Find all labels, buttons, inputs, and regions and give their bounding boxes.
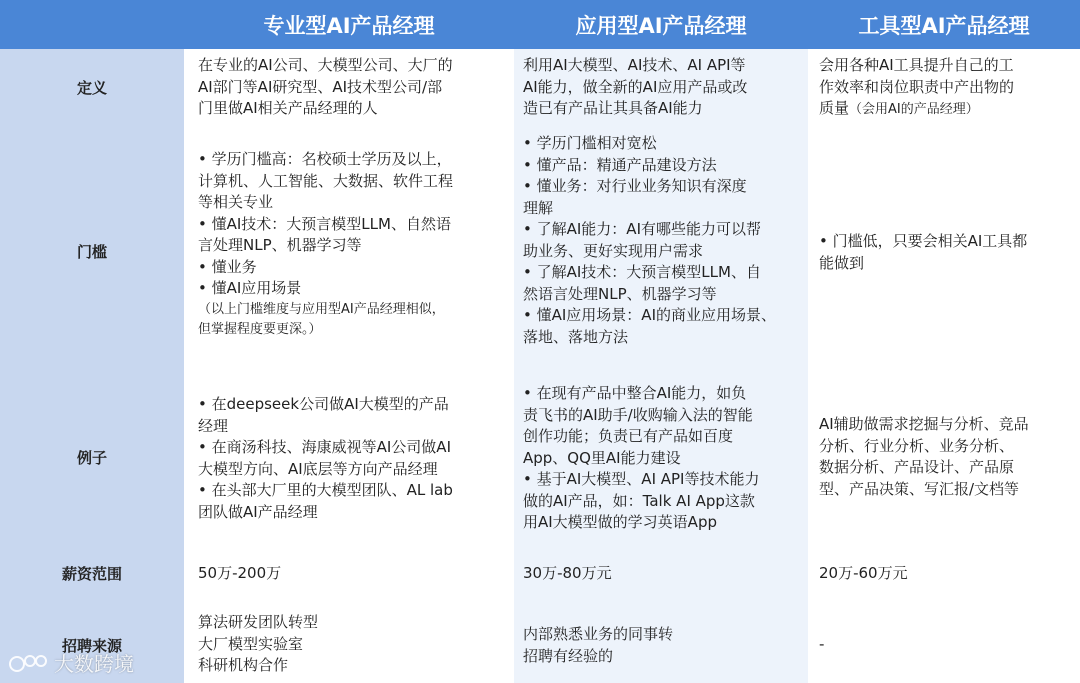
watermark	[8, 648, 134, 677]
text-line: 科研机构合作	[198, 656, 289, 674]
text-line: 理解	[523, 198, 554, 217]
text-line: • 在deepseek公司做AI大模型的产品	[198, 395, 449, 413]
note-line: （以上门槛维度与应用型AI产品经理相似，	[198, 301, 445, 317]
text-line: • 学历门槛相对宽松	[523, 134, 657, 152]
text-line: • 在商汤科技、海康威视等AI公司做AI	[198, 438, 451, 456]
text-line: 作效率和岗位职责中产出物的	[819, 77, 1015, 96]
watermark-text: 大数跨境	[54, 652, 134, 676]
text-line: • 在头部大厂里的大模型团队、AL lab	[198, 481, 453, 499]
definition-professional	[184, 55, 514, 120]
row-label-threshold: 门槛	[76, 242, 107, 261]
text-line: 助业务、更好实现用户需求	[523, 241, 704, 260]
text-line: • 懂AI应用场景：AI的商业应用场景、	[523, 306, 776, 324]
text-note: （会用AI的产品经理）	[849, 102, 979, 117]
salary-applied	[514, 563, 808, 585]
text-line: 落地、落地方法	[523, 327, 629, 346]
text-line: • 学历门槛高：名校硕士学历及以上，	[198, 150, 452, 168]
text-main: 质量	[819, 99, 850, 117]
text-line: 言处理NLP、机器学习等	[198, 236, 362, 254]
col-professional-bg	[184, 49, 514, 683]
text-line: 能做到	[819, 253, 865, 272]
text-line: 利用AI大模型、AI技术、AI API等	[523, 56, 746, 74]
text-line: 造已有产品让其具备AI能力	[523, 99, 703, 117]
recruit-tool	[808, 634, 1080, 656]
note-line: 但掌握程度要更深。）	[198, 321, 322, 337]
text-line: 20万-60万元	[819, 564, 908, 582]
text-line: 会用各种AI工具提升自己的工	[819, 56, 1014, 74]
text-line: -	[819, 635, 825, 653]
text-line: 大模型方向、AI底层等方向产品经理	[198, 459, 438, 478]
row-label-example: 例子	[76, 448, 107, 467]
threshold-professional	[184, 149, 514, 340]
header-tool: 工具型AI产品经理	[808, 0, 1080, 49]
threshold-tool	[808, 231, 1080, 274]
text-line: 做的AI产品，如：Talk AI App这款	[523, 491, 755, 510]
text-line: 算法研发团队转型	[198, 613, 319, 631]
header-professional: 专业型AI产品经理	[184, 0, 514, 49]
definition-applied	[514, 55, 808, 120]
col-tool-bg	[808, 49, 1080, 683]
text-line: 然语言处理NLP、机器学习等	[523, 284, 717, 303]
text-line: 用AI大模型做的学习英语App	[523, 513, 717, 531]
text-line: • 了解AI技术：大预言模型LLM、自	[523, 263, 761, 281]
text-line: AI部门等AI研究型、AI技术型公司/部	[198, 77, 443, 96]
salary-tool	[808, 563, 1080, 585]
text-line: • 了解AI能力：AI有哪些能力可以帮	[523, 220, 761, 238]
text-line: 大厂模型实验室	[198, 634, 304, 653]
text-line: 团队做AI产品经理	[198, 502, 318, 521]
text-line: 等相关专业	[198, 193, 274, 211]
definition-tool	[808, 55, 1080, 120]
threshold-applied	[514, 133, 808, 348]
example-tool	[808, 414, 1080, 500]
text-line: • 基于AI大模型、AI API等技术能力	[523, 470, 760, 488]
text-line: • 在现有产品中整合AI能力，如负	[523, 384, 747, 402]
example-applied	[514, 383, 808, 534]
row-label-salary: 薪资范围	[61, 564, 122, 583]
text-line: App、QQ里AI能力建设	[523, 448, 681, 467]
text-line: AI能力，做全新的AI应用产品或改	[523, 77, 748, 96]
watermark-logo-icon	[8, 651, 48, 675]
text-line: • 懂AI技术：大预言模型LLM、自然语	[198, 214, 451, 233]
text-line: 招聘有经验的	[523, 646, 614, 665]
text-line: 门里做AI相关产品经理的人	[198, 99, 378, 117]
text-line: 分析、行业分析、业务分析、	[819, 436, 1015, 455]
text-line: • 门槛低，只要会相关AI工具都	[819, 232, 1028, 250]
text-line: • 懂产品：精通产品建设方法	[523, 155, 717, 174]
recruit-applied	[514, 624, 808, 667]
salary-professional	[184, 563, 514, 585]
text-line: 在专业的AI公司、大模型公司、大厂的	[198, 56, 453, 74]
header-corner	[0, 0, 184, 49]
text-line: 计算机、人工智能、大数据、软件工程	[198, 171, 454, 190]
text-line: • 懂业务	[198, 257, 257, 276]
text-line: 创作功能；负责已有产品如百度	[523, 427, 734, 445]
text-line: 数据分析、产品设计、产品原	[819, 458, 1015, 476]
text-line: 内部熟悉业务的同事转	[523, 625, 674, 643]
example-professional	[184, 394, 514, 523]
text-line: 责飞书的AI助手/收购输入法的智能	[523, 405, 753, 424]
recruit-professional	[184, 612, 514, 677]
row-label-recruit: 招聘来源	[61, 636, 122, 655]
text-line: 50万-200万	[198, 564, 282, 582]
text-line: 型、产品决策、写汇报/文档等	[819, 479, 1020, 498]
text-line: 30万-80万元	[523, 564, 612, 582]
text-line: AI辅助做需求挖掘与分析、竞品	[819, 415, 1029, 433]
text-line: • 懂AI应用场景	[198, 279, 302, 297]
text-line: 经理	[198, 416, 229, 435]
text-line-mixed	[819, 98, 1080, 120]
header-applied: 应用型AI产品经理	[514, 0, 808, 49]
row-label-definition: 定义	[76, 78, 107, 97]
text-line: • 懂业务：对行业业务知识有深度	[523, 177, 747, 195]
